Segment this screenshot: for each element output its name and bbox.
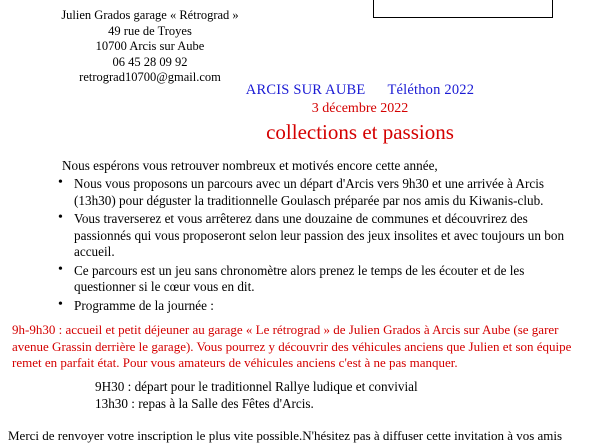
schedule-block: [95, 378, 555, 412]
red-highlight-paragraph: 9h-9h30 : accueil et petit déjeuner au garage « Le rétrograd » de Julien Grados à Arcis sur Aube (se garer avenue Grassin derrière le garage). Vous pourrez y découvrir des véhicules anciens que Julien et son équipe remet en parfait état. Pour vous amateurs de véhicules anciens c'est à ne pas manquer.: [12, 322, 572, 370]
intro-paragraph: Nous espérons vous retrouver nombreux et motivés encore cette année,: [62, 158, 438, 173]
sender-name: Julien Grados garage « Rétrograd »: [61, 8, 239, 22]
list-item: • Nous vous proposons un parcours avec un départ d'Arcis vers 9h30 et une arrivée à Arcis (13h30) pour déguster la traditionnelle Goulasch préparée par nos amis du Kiwanis-club.: [58, 176, 588, 209]
list-item: • Programme de la journée :: [58, 298, 588, 315]
schedule-item-departure: 9H30 : départ pour le traditionnel Rallye ludique et convivial: [95, 379, 418, 394]
top-right-empty-box: [373, 0, 553, 18]
header-date: 3 décembre 2022: [311, 101, 409, 116]
list-item: • Ce parcours est un jeu sans chronomètre alors prenez le temps de les écouter et de les questionner si le cœur vous en dit.: [58, 263, 588, 296]
header-line-one: [150, 82, 570, 99]
sender-phone: 06 45 28 09 92: [112, 54, 188, 69]
sender-address-block: [0, 8, 300, 86]
sender-street: 49 rue de Troyes: [108, 23, 192, 38]
sender-email: retrograd10700@gmail.com: [79, 70, 221, 84]
header-event: Téléthon 2022: [387, 82, 475, 98]
header-place: ARCIS SUR AUBE: [245, 82, 366, 98]
footer-note: Merci de renvoyer votre inscription le plus vite possible.N'hésitez pas à diffuser cette invitation à vos amis: [8, 428, 563, 443]
sender-city: 10700 Arcis sur Aube: [95, 39, 205, 53]
bullet-list: [36, 176, 588, 316]
document-header: [150, 82, 570, 145]
page-title: collections et passions: [266, 120, 454, 144]
schedule-item-meal: 13h30 : repas à la Salle des Fêtes d'Arcis.: [95, 396, 314, 411]
list-item: • Vous traverserez et vous arrêterez dans une douzaine de communes et découvrirez des passionnés qui vous proposeront selon leur passion des jeux insolites et avec toujours un bon accueil.: [58, 211, 588, 261]
